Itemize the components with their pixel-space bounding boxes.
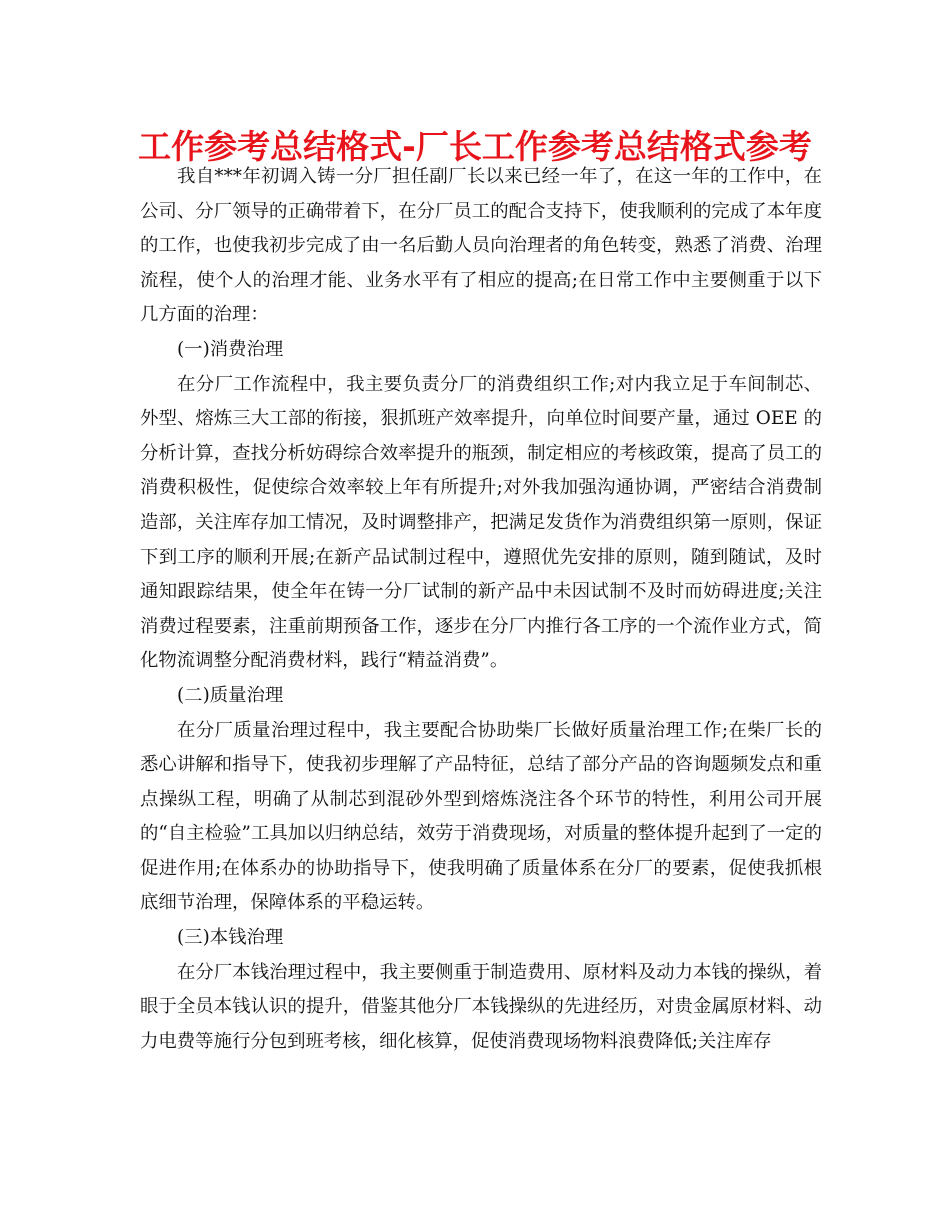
section-heading-production: (一)消费治理 (177, 338, 284, 360)
section-text-quality: 在分厂质量治理过程中，我主要配合协助柴厂长做好质量治理工作;在柴厂长的悉心讲解和指导下，使我初步理解了产品特征，总结了部分产品的咨询题频发点和重点操纵工程，明确了从制芯到混砂外型到熔炼浇注各个环节的特性，利用公司开展的“自主检验”工具加以归纳总结，效劳于消费现场，对质量的整体提升起到了一定的促进作用;在体系办的协助指导下，使我明确了质量体系在分厂的要素，促使我抓根底细节治理，保障体系的平稳运转。 (140, 719, 822, 914)
section-text-cost: 在分厂本钱治理过程中，我主要侧重于制造费用、原材料及动力本钱的操纵，着眼于全员本钱认识的提升，借鉴其他分厂本钱操纵的先进经历，对贵金属原材料、动力电费等施行分包到班考核，细化核算，促使消费现场物料浪费降低;关注库存 (140, 961, 822, 1052)
section-heading-cost: (三)本钱治理 (177, 927, 284, 949)
intro-paragraph: 我自***年初调入铸一分厂担任副厂长以来已经一年了，在这一年的工作中，在公司、分厂领导的正确带着下，在分厂员工的配合支持下，使我顺利的完成了本年度的工作，也使我初步完成了由一名后勤人员向治理者的角色转变，熟悉了消费、治理流程，使个人的治理才能、业务水平有了相应的提高;在日常工作中主要侧重于以下几方面的治理： (140, 166, 822, 326)
section-heading-quality: (二)质量治理 (177, 684, 284, 706)
document-title: 工作参考总结格式-厂长工作参考总结格式参考 (138, 127, 812, 166)
section-text-production: 在分厂工作流程中，我主要负责分厂的消费组织工作;对内我立足于车间制芯、外型、熔炼三大工部的衔接，狠抓班产效率提升，向单位时间要产量，通过 OEE 的分析计算，查找分析妨碍综合效率提升的瓶颈，制定相应的考核政策，提高了员工的消费积极性，促使综合效率较上年有所提升;对外我加强沟通协调，严密结合消费制造部，关注库存加工情况，及时调整排产，把满足发货作为消费组织第一原则，保证下到工序的顺利开展;在新产品试制过程中，遵照优先安排的原则，随到随试，及时通知跟踪结果，使全年在铸一分厂试制的新产品中未因试制不及时而妨碍进度;关注消费过程要素，注重前期预备工作，逐步在分厂内推行各工序的一个流作业方式，简化物流调整分配消费材料，践行“精益消费”。 (140, 373, 822, 672)
document-body (140, 160, 822, 1059)
